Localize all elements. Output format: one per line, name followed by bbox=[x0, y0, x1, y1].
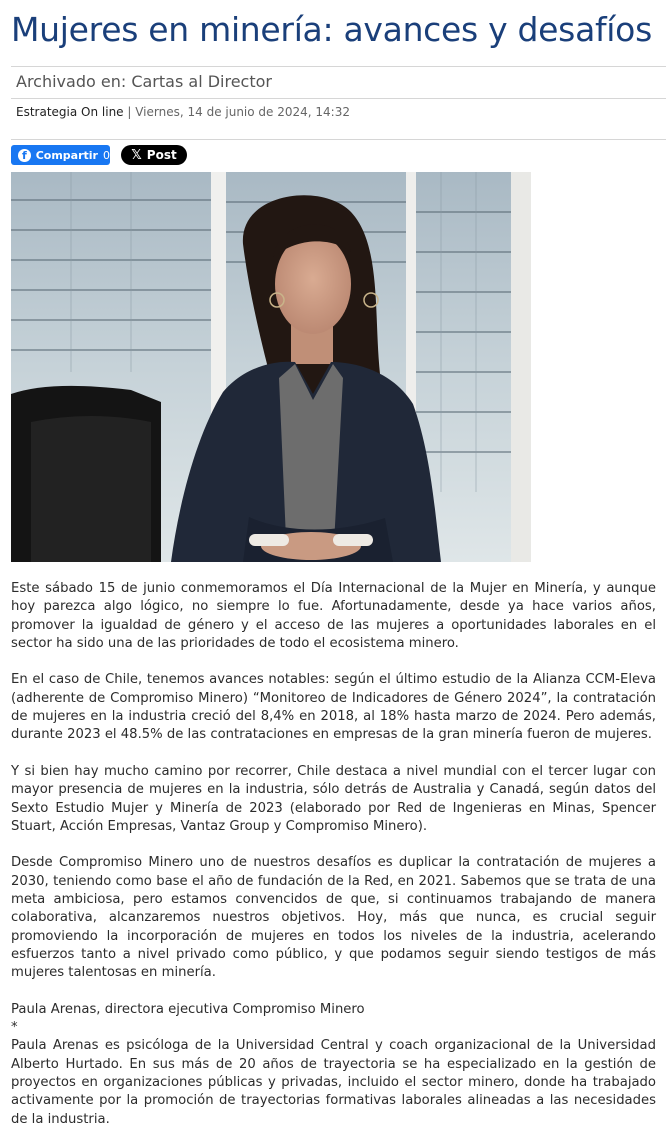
x-logo-icon: 𝕏 bbox=[131, 147, 142, 163]
article-body bbox=[11, 580, 656, 1147]
article-paragraph: Desde Compromiso Minero uno de nuestros desafíos es duplicar la contratación de mujeres a 2030, teniendo como base el año de fundación de la Red, en 2021. Sabemos que se trata de una meta ambiciosa, pero estamos convencidos de que, si continuamos trabajando de manera colaborativa, alcanzaremos nuestros objetivos. Hoy, más que nunca, es crucial seguir promoviendo la incorporación de mujeres en todos los niveles de la industria, acelerando esfuerzos tanto a nivel privado como público, y que podamos seguir siendo testigos de más mujeres talentosas en minería. bbox=[11, 855, 656, 981]
archived-in bbox=[16, 72, 272, 91]
facebook-f-icon: f bbox=[18, 149, 31, 162]
divider bbox=[11, 139, 666, 140]
author-signature: Paula Arenas, directora ejecutiva Compromiso Minero bbox=[11, 1001, 365, 1017]
facebook-share-label: Compartir bbox=[35, 148, 98, 162]
article-paragraph: En el caso de Chile, tenemos avances notables: según el último estudio de la Alianza CCM-Eleva (adherente de Compromiso Minero) “Monitoreo de Indicadores de Género 2024”, la contratación de mujeres en la industria creció del 8,4% en 2018, al 18% hasta marzo de 2024. Pero además, durante 2023 el 48.5% de las contrataciones en empresas de la gran minería fueron de mujeres. bbox=[11, 672, 656, 743]
facebook-share-count: 0 bbox=[103, 148, 110, 162]
x-post-button[interactable] bbox=[121, 145, 187, 165]
category-link[interactable]: Cartas al Director bbox=[131, 72, 272, 91]
article-photo bbox=[11, 172, 531, 562]
divider bbox=[11, 66, 666, 67]
facebook-share-button[interactable] bbox=[11, 145, 110, 165]
article-title: Mujeres en minería: avances y desafíos bbox=[11, 10, 652, 49]
author-bio: Paula Arenas es psicóloga de la Universidad Central y coach organizacional de la Universidad Alberto Hurtado. En sus más de 20 años de trayectoria se ha especializado en la gestión de proyectos en organizaciones públicas y privadas, incluido el sector minero, donde ha trabajado activamente por la promoción de trayectorias formativas laborales alineadas a las necesidades de la industria. bbox=[11, 1038, 656, 1127]
x-post-label: Post bbox=[146, 148, 177, 162]
separator-asterisk: * bbox=[11, 1020, 18, 1036]
archived-label: Archivado en: bbox=[16, 72, 132, 91]
article-paragraph: Este sábado 15 de junio conmemoramos el Día Internacional de la Mujer en Minería, y aunque hoy parezca algo lógico, no siempre lo fue. Afortunadamente, desde ya hace varios años, promover la igualdad de género y el acceso de las mujeres a oportunidades laborales en el sector ha sido una de las prioridades de todo el ecosistema minero. bbox=[11, 581, 656, 651]
publish-date: Viernes, 14 de junio de 2024, 14:32 bbox=[135, 105, 350, 119]
source-name: Estrategia On line bbox=[16, 105, 124, 119]
divider bbox=[11, 98, 666, 99]
byline bbox=[16, 105, 350, 119]
byline-separator: | bbox=[123, 105, 136, 119]
article-paragraph: Y si bien hay mucho camino por recorrer, Chile destaca a nivel mundial con el tercer lugar con mayor presencia de mujeres en la industria, sólo detrás de Australia y Canadá, según datos del Sexto Estudio Mujer y Minería de 2023 (elaborado por Red de Ingenieras en Minas, Spencer Stuart, Acción Empresas, Vantaz Group y Compromiso Minero). bbox=[11, 763, 656, 834]
